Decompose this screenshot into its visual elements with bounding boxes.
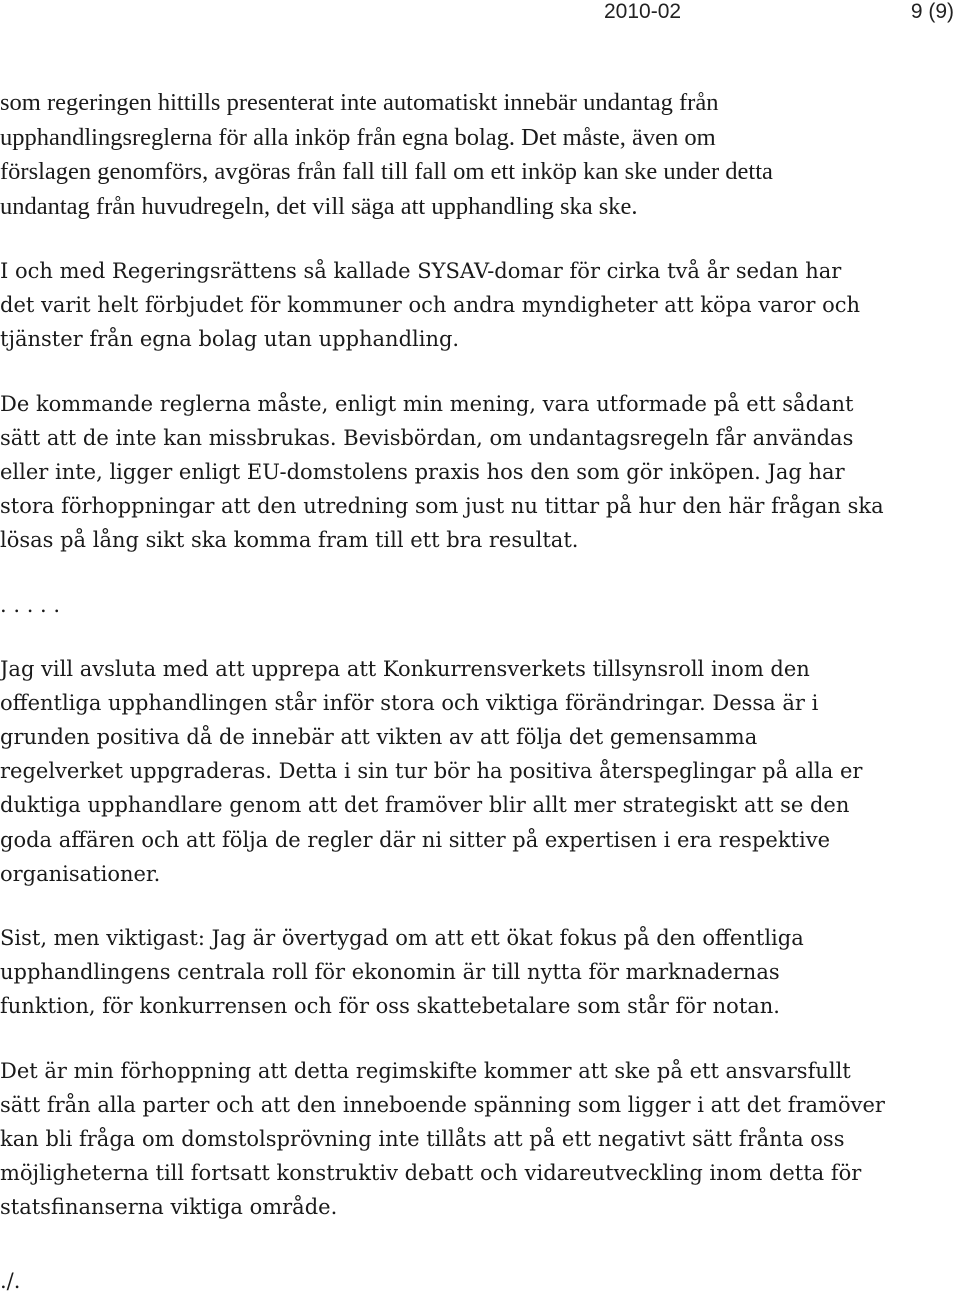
document-body bbox=[0, 86, 958, 1225]
text-line: tjänster från egna bolag utan upphandling. bbox=[0, 327, 460, 352]
text-line: kan bli fråga om domstolsprövning inte tillåts att på ett negativt sätt frånta oss bbox=[0, 1127, 845, 1152]
paragraph-5 bbox=[0, 921, 958, 1024]
text-line: möjligheterna till fortsatt konstruktiv debatt och vidareutveckling inom detta för bbox=[0, 1161, 862, 1186]
ellipsis-separator: . . . . . bbox=[0, 592, 61, 617]
text-line: Jag vill avsluta med att upprepa att Konkurrensverkets tillsynsroll inom den bbox=[0, 656, 810, 681]
text-line: offentliga upphandlingen står inför stora och viktiga förändringar. Dessa är i bbox=[0, 690, 819, 715]
header-date: 2010-02 bbox=[604, 0, 682, 23]
end-mark: ./. bbox=[0, 1269, 21, 1293]
text-line: eller inte, ligger enligt EU-domstolens praxis hos den som gör inköpen. Jag har bbox=[0, 460, 845, 485]
header-page-number: 9 (9) bbox=[910, 0, 954, 23]
text-line: upphandlingsreglerna för alla inköp från egna bolag. Det måste, även om bbox=[0, 123, 716, 151]
text-line: duktiga upphandlare genom att det framöver blir allt mer strategiskt att se den bbox=[0, 793, 850, 818]
page-header bbox=[0, 0, 960, 30]
paragraph-1 bbox=[0, 86, 958, 224]
text-line: Det är min förhoppning att detta regimskifte kommer att ske på ett ansvarsfullt bbox=[0, 1058, 851, 1083]
paragraph-4 bbox=[0, 652, 958, 891]
paragraph-2 bbox=[0, 254, 958, 357]
text-line: statsfinanserna viktiga område. bbox=[0, 1195, 338, 1220]
text-line: som regeringen hittills presenterat inte automatiskt innebär undantag från bbox=[0, 89, 719, 116]
paragraph-6 bbox=[0, 1054, 958, 1225]
text-line: goda affären och att följa de regler där ni sitter på expertisen i era respektive bbox=[0, 827, 831, 852]
text-line: regelverket uppgraderas. Detta i sin tur bör ha positiva återspeglingar på alla er bbox=[0, 759, 863, 784]
text-line: funktion, för konkurrensen och för oss skattebetalare som står för notan. bbox=[0, 994, 780, 1019]
text-line: Sist, men viktigast: Jag är övertygad om att ett ökat fokus på den offentliga bbox=[0, 926, 804, 951]
text-line: I och med Regeringsrättens så kallade SYSAV-domar för cirka två år sedan har bbox=[0, 259, 842, 283]
text-line: det varit helt förbjudet för kommuner och andra myndigheter att köpa varor och bbox=[0, 293, 861, 318]
text-line: stora förhoppningar att den utredning som just nu tittar på hur den här frågan ska bbox=[0, 494, 884, 519]
text-line: förslagen genomförs, avgöras från fall till fall om ett inköp kan ske under detta bbox=[0, 158, 773, 185]
text-line: upphandlingens centrala roll för ekonomin är till nytta för marknadernas bbox=[0, 960, 780, 985]
text-line: organisationer. bbox=[0, 861, 161, 886]
text-line: undantag från huvudregeln, det vill säga att upphandling ska ske. bbox=[0, 192, 638, 220]
text-line: De kommande reglerna måste, enligt min mening, vara utformade på ett sådant bbox=[0, 391, 854, 416]
text-line: lösas på lång sikt ska komma fram till ett bra resultat. bbox=[0, 528, 579, 553]
text-line: sätt att de inte kan missbrukas. Bevisbördan, om undantagsregeln får användas bbox=[0, 425, 854, 450]
paragraph-3 bbox=[0, 387, 958, 558]
text-line: grunden positiva då de innebär att vikten av att följa det gemensamma bbox=[0, 725, 758, 750]
text-line: sätt från alla parter och att den inneboende spänning som ligger i att det framöver bbox=[0, 1092, 885, 1117]
